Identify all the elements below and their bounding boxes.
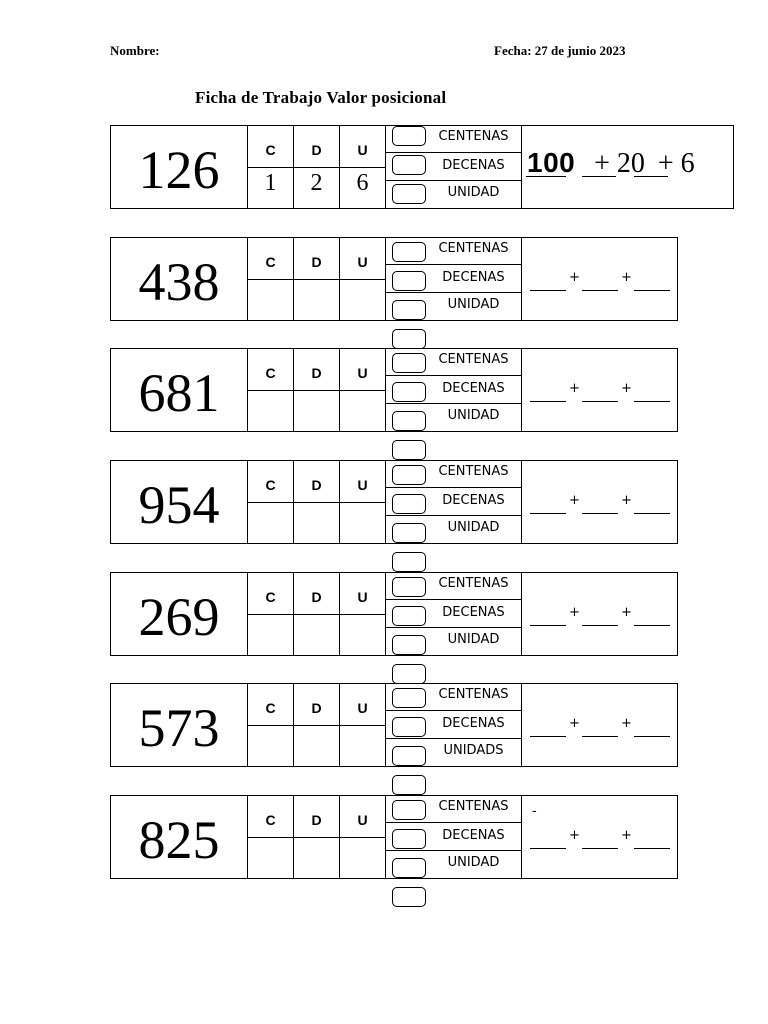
exercise-row bbox=[110, 348, 678, 432]
place-header-u: U bbox=[357, 365, 368, 381]
place-column-c bbox=[248, 796, 294, 878]
plus-sign: + bbox=[569, 605, 580, 620]
sum-blank[interactable] bbox=[530, 513, 566, 514]
label-decenas: DECENAS bbox=[442, 493, 505, 508]
answer-box[interactable] bbox=[392, 775, 426, 795]
label-centenas: CENTENAS bbox=[438, 241, 509, 256]
answer-box[interactable] bbox=[392, 300, 426, 320]
answer-box[interactable] bbox=[392, 688, 426, 708]
label-centenas: CENTENAS bbox=[438, 799, 509, 814]
label-centenas: CENTENAS bbox=[438, 464, 509, 479]
plus-sign: + bbox=[569, 381, 580, 396]
label-centenas: CENTENAS bbox=[438, 352, 509, 367]
place-column-c bbox=[248, 461, 294, 543]
label-decenas: DECENAS bbox=[442, 381, 505, 396]
place-column-d bbox=[294, 461, 340, 543]
number: 573 bbox=[111, 684, 248, 766]
answer-box[interactable] bbox=[392, 606, 426, 626]
place-header-u: U bbox=[357, 812, 368, 828]
label-decenas: DECENAS bbox=[442, 828, 505, 843]
plus-sign: + bbox=[569, 828, 580, 843]
place-column-c bbox=[248, 349, 294, 431]
digit-d: 2 bbox=[310, 170, 323, 196]
place-column-u bbox=[340, 684, 386, 766]
place-header-c: C bbox=[265, 254, 276, 270]
sum-blank[interactable] bbox=[530, 290, 566, 291]
exercise-row bbox=[110, 795, 678, 879]
place-header-c: C bbox=[265, 142, 276, 158]
answer-box[interactable] bbox=[392, 858, 426, 878]
answer-box[interactable] bbox=[392, 126, 426, 146]
place-header-u: U bbox=[357, 700, 368, 716]
place-column-c bbox=[248, 126, 294, 208]
sum-blank[interactable] bbox=[582, 401, 618, 402]
place-header-c: C bbox=[265, 812, 276, 828]
place-column-d bbox=[294, 573, 340, 655]
sum-part-tens: + 20 bbox=[594, 148, 645, 179]
place-column-u bbox=[340, 796, 386, 878]
sum-blank[interactable] bbox=[634, 513, 670, 514]
sum-blank[interactable] bbox=[582, 736, 618, 737]
sum-part-hundreds: 100 bbox=[527, 147, 576, 178]
place-header-c: C bbox=[265, 700, 276, 716]
label-decenas: DECENAS bbox=[442, 270, 505, 285]
place-header-d: D bbox=[311, 700, 322, 716]
place-header-u: U bbox=[357, 254, 368, 270]
plus-sign: + bbox=[569, 270, 580, 285]
place-column-c bbox=[248, 684, 294, 766]
plus-sign: + bbox=[569, 493, 580, 508]
answer-box[interactable] bbox=[392, 242, 426, 262]
label-centenas: CENTENAS bbox=[438, 687, 509, 702]
exercise-row bbox=[110, 125, 734, 209]
place-header-c: C bbox=[265, 365, 276, 381]
place-header-d: D bbox=[311, 142, 322, 158]
sum-blank[interactable] bbox=[530, 736, 566, 737]
exercise-row bbox=[110, 237, 678, 321]
answer-box[interactable] bbox=[392, 887, 426, 907]
plus-sign: + bbox=[621, 270, 632, 285]
place-header-u: U bbox=[357, 589, 368, 605]
exercise-row bbox=[110, 572, 678, 656]
answer-box[interactable] bbox=[392, 465, 426, 485]
plus-sign: + bbox=[621, 605, 632, 620]
sum-area bbox=[522, 684, 677, 766]
label-unidad: UNIDAD bbox=[447, 520, 500, 535]
answer-box[interactable] bbox=[392, 411, 426, 431]
sum-area bbox=[522, 573, 677, 655]
label-unidad: UNIDAD bbox=[447, 408, 500, 423]
label-unidad: UNIDADS bbox=[443, 743, 504, 758]
sum-blank[interactable] bbox=[634, 625, 670, 626]
number: 825 bbox=[111, 796, 248, 878]
sum-blank[interactable] bbox=[530, 848, 566, 849]
exercise-row bbox=[110, 460, 678, 544]
sum-part-units: + 6 bbox=[657, 148, 695, 179]
sum-blank[interactable] bbox=[582, 513, 618, 514]
place-header-d: D bbox=[311, 365, 322, 381]
stray-mark: - bbox=[532, 804, 537, 819]
place-header-d: D bbox=[311, 589, 322, 605]
place-header-u: U bbox=[357, 477, 368, 493]
place-column-u bbox=[340, 461, 386, 543]
plus-sign: + bbox=[621, 828, 632, 843]
sum-blank[interactable] bbox=[634, 290, 670, 291]
answer-box[interactable] bbox=[392, 271, 426, 291]
place-header-d: D bbox=[311, 812, 322, 828]
name-label: Nombre: bbox=[110, 43, 160, 58]
sum-area bbox=[522, 796, 677, 878]
label-centenas: CENTENAS bbox=[438, 129, 509, 144]
answer-box[interactable] bbox=[392, 635, 426, 655]
label-unidad: UNIDAD bbox=[447, 297, 500, 312]
place-column-u bbox=[340, 126, 386, 208]
place-header-d: D bbox=[311, 477, 322, 493]
answer-box[interactable] bbox=[392, 746, 426, 766]
answer-box[interactable] bbox=[392, 382, 426, 402]
answer-box[interactable] bbox=[392, 494, 426, 514]
place-column-d bbox=[294, 238, 340, 320]
place-column-u bbox=[340, 238, 386, 320]
sum-area bbox=[522, 349, 677, 431]
sum-blank[interactable] bbox=[582, 848, 618, 849]
place-column-u bbox=[340, 349, 386, 431]
number: 954 bbox=[111, 461, 248, 543]
sum-area bbox=[522, 126, 733, 208]
answer-box[interactable] bbox=[392, 800, 426, 820]
answer-box[interactable] bbox=[392, 664, 426, 684]
sum-area bbox=[522, 461, 677, 543]
worksheet-title: Ficha de Trabajo Valor posicional bbox=[195, 88, 447, 107]
label-decenas: DECENAS bbox=[442, 158, 505, 173]
answer-box[interactable] bbox=[392, 329, 426, 349]
number: 438 bbox=[111, 238, 248, 320]
sum-example bbox=[527, 146, 695, 180]
place-header-d: D bbox=[311, 254, 322, 270]
number: 126 bbox=[111, 126, 248, 208]
place-column-d bbox=[294, 796, 340, 878]
place-column-d bbox=[294, 126, 340, 208]
sum-blank[interactable] bbox=[582, 625, 618, 626]
label-decenas: DECENAS bbox=[442, 716, 505, 731]
place-header-c: C bbox=[265, 589, 276, 605]
plus-sign: + bbox=[621, 493, 632, 508]
sum-blank[interactable] bbox=[582, 290, 618, 291]
plus-sign: + bbox=[621, 381, 632, 396]
place-column-c bbox=[248, 238, 294, 320]
answer-box[interactable] bbox=[392, 717, 426, 737]
answer-box[interactable] bbox=[392, 353, 426, 373]
plus-sign: + bbox=[569, 716, 580, 731]
plus-sign: + bbox=[621, 716, 632, 731]
answer-box[interactable] bbox=[392, 184, 426, 204]
place-header-c: C bbox=[265, 477, 276, 493]
sum-area bbox=[522, 238, 677, 320]
digit-u: 6 bbox=[356, 170, 369, 196]
exercise-row bbox=[110, 683, 678, 767]
sum-blank[interactable] bbox=[530, 401, 566, 402]
sum-blank[interactable] bbox=[634, 736, 670, 737]
label-centenas: CENTENAS bbox=[438, 576, 509, 591]
answer-box[interactable] bbox=[392, 829, 426, 849]
answer-box[interactable] bbox=[392, 523, 426, 543]
sum-blank[interactable] bbox=[530, 625, 566, 626]
answer-box[interactable] bbox=[392, 155, 426, 175]
label-unidad: UNIDAD bbox=[447, 855, 500, 870]
answer-box[interactable] bbox=[392, 552, 426, 572]
sum-blank[interactable] bbox=[634, 401, 670, 402]
place-column-d bbox=[294, 684, 340, 766]
label-decenas: DECENAS bbox=[442, 605, 505, 620]
place-column-u bbox=[340, 573, 386, 655]
answer-box[interactable] bbox=[392, 577, 426, 597]
place-column-c bbox=[248, 573, 294, 655]
sum-blank[interactable] bbox=[634, 848, 670, 849]
label-unidad: UNIDAD bbox=[447, 632, 500, 647]
place-header-u: U bbox=[357, 142, 368, 158]
answer-box[interactable] bbox=[392, 440, 426, 460]
place-column-d bbox=[294, 349, 340, 431]
date-label: Fecha: 27 de junio 2023 bbox=[494, 43, 626, 58]
number: 681 bbox=[111, 349, 248, 431]
digit-c: 1 bbox=[264, 170, 277, 196]
number: 269 bbox=[111, 573, 248, 655]
label-unidad: UNIDAD bbox=[447, 185, 500, 200]
